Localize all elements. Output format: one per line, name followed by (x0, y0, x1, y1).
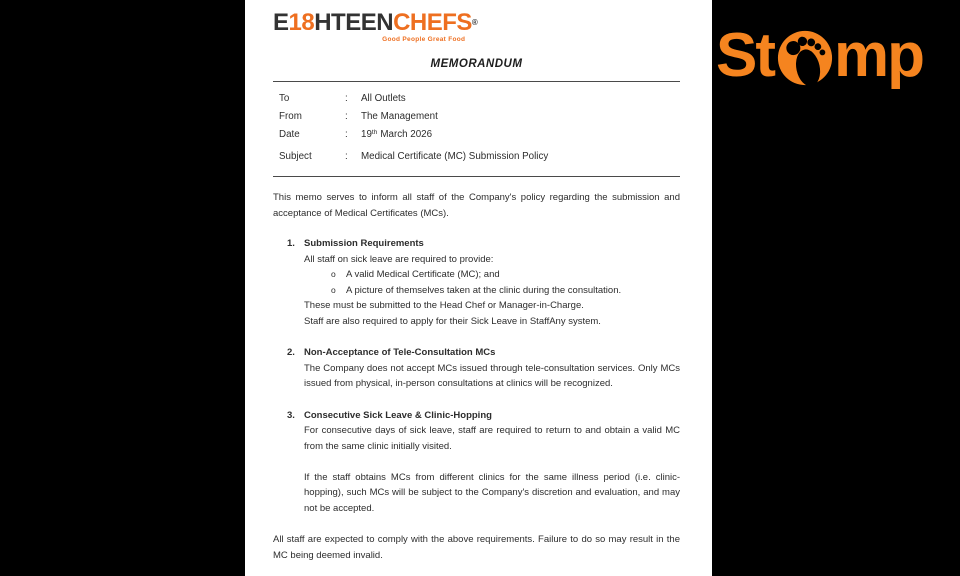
numbered-sections (273, 236, 680, 516)
logo-part-dark: HTEEN (314, 9, 394, 36)
field-label: Subject (279, 151, 312, 162)
field-value: Medical Certificate (MC) Submission Policy (361, 151, 549, 162)
section-number: 1. (287, 238, 295, 249)
section-number: 3. (287, 409, 295, 421)
section-clinic-hopping (273, 408, 680, 517)
section-heading: Non-Acceptance of Tele-Consultation MCs (304, 347, 496, 358)
section-submission-requirements (273, 236, 680, 329)
logo-part-orange: 18 (288, 9, 315, 36)
circle-bullet-icon: o (331, 284, 336, 295)
bullet-item (304, 267, 680, 283)
memo-document (245, 0, 712, 576)
stomp-wordmark-left: St (716, 21, 774, 90)
date-rest: March 2026 (380, 129, 433, 140)
logo-part-orange: CHEFS (393, 9, 472, 36)
section-line: Staff are also required to apply for their Sick Leave in StaffAny system. (304, 315, 601, 327)
field-colon: : (345, 151, 348, 162)
section-tele-consultation (273, 345, 680, 392)
memo-header-fields (273, 90, 680, 166)
field-colon: : (345, 111, 348, 122)
eighteen-chefs-wordmark (273, 10, 477, 36)
bullet-text: A valid Medical Certificate (MC); and (346, 269, 500, 280)
memo-field-row-from (273, 108, 680, 126)
memo-title: MEMORANDUM (430, 58, 523, 70)
field-colon: : (345, 129, 348, 140)
field-label: To (279, 93, 290, 104)
field-colon: : (345, 93, 348, 104)
field-value: The Management (361, 111, 438, 122)
divider (273, 176, 680, 177)
field-value: All Outlets (361, 93, 406, 104)
bullet-text: A picture of themselves taken at the clinic during the consultation. (346, 284, 622, 296)
stomp-logo (716, 20, 923, 92)
field-label: Date (279, 129, 300, 140)
registered-trademark-icon: ® (471, 18, 478, 27)
stomp-wordmark-right: mp (834, 21, 923, 90)
memo-body (273, 190, 680, 563)
logo-tagline: Good People Great Food (382, 36, 466, 43)
memo-field-row-date (273, 126, 680, 145)
section-paragraph: The Company does not accept MCs issued through tele-consultation services. Only MCs issued from physical, in-person consultations at clinics will be recognized. (304, 362, 680, 389)
section-number: 2. (287, 347, 295, 358)
memo-field-row-to (273, 90, 680, 108)
circle-bullet-icon: o (331, 269, 336, 279)
section-line: These must be submitted to the Head Chef or Manager-in-Charge. (304, 300, 584, 311)
footprint-icon (777, 30, 833, 86)
eighteen-chefs-logo (273, 10, 477, 43)
divider (273, 81, 680, 82)
section-lead: All staff on sick leave are required to provide: (304, 253, 494, 265)
closing-paragraph: All staff are expected to comply with the above requirements. Failure to do so may result in the MC being deemed invalid. (273, 534, 680, 561)
section-paragraph: If the staff obtains MCs from different clinics for the same illness period (i.e. clinic-hopping), such MCs will be subject to the Company's discretion and evaluation, and may not be accepted. (304, 471, 680, 514)
section-heading: Submission Requirements (304, 238, 424, 249)
date-ordinal: th (371, 129, 378, 136)
logo-part-dark: E (273, 9, 289, 36)
memo-field-row-subject (273, 148, 680, 166)
intro-paragraph: This memo serves to inform all staff of the Company's policy regarding the submission and acceptance of Medical Certificates (MCs). (273, 192, 680, 219)
section-heading: Consecutive Sick Leave & Clinic-Hopping (304, 409, 492, 421)
date-day: 19 (361, 129, 372, 140)
bullet-item (304, 283, 680, 299)
section-paragraph: For consecutive days of sick leave, staff are required to return to and obtain a valid MC from the same clinic initially visited. (304, 425, 680, 452)
field-value (361, 126, 432, 145)
field-label: From (279, 111, 302, 122)
